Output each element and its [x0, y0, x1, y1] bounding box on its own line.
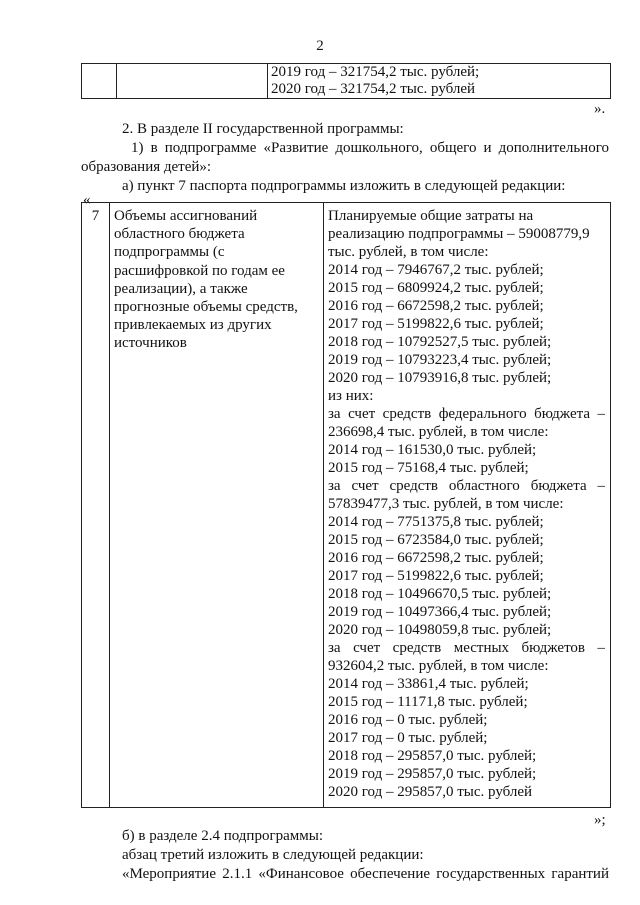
- value-line: 2019 год – 295857,0 тыс. рублей;: [328, 766, 537, 782]
- table-row: [82, 64, 611, 99]
- value-line: 2018 год – 10496670,5 тыс. рублей;: [328, 586, 552, 602]
- description-line: реализации), а также: [114, 280, 248, 297]
- paragraph-line: 1) в подпрограмме «Развитие дошкольного, общего и дополнительного: [131, 140, 609, 156]
- value-line: 2016 год – 0 тыс. рублей;: [328, 712, 488, 728]
- value-line: 2017 год – 0 тыс. рублей;: [328, 730, 488, 746]
- table-cell-description: [117, 64, 268, 99]
- description-line: подпрограммы (с: [114, 244, 225, 261]
- value-line: тыс. рублей, в том числе:: [328, 244, 489, 260]
- value-line: за счет средств местных бюджетов –: [328, 640, 605, 656]
- value-line: 2015 год – 6723584,0 тыс. рублей;: [328, 532, 544, 548]
- paragraph-line: образования детей»:: [81, 159, 212, 175]
- value-line: 2016 год – 6672598,2 тыс. рублей;: [328, 550, 544, 566]
- value-line: 2020 год – 321754,2 тыс. рублей: [271, 81, 476, 97]
- closing-quote: »;: [594, 812, 606, 828]
- value-line: 932604,2 тыс. рублей, в том числе:: [328, 658, 549, 674]
- value-line: за счет средств федерального бюджета –: [328, 406, 605, 422]
- closing-quote: ».: [594, 101, 606, 117]
- value-line: 2014 год – 161530,0 тыс. рублей;: [328, 442, 537, 458]
- description-line: областного бюджета: [114, 226, 245, 243]
- description-line: привлекаемых из других: [114, 317, 272, 334]
- section-heading: 2. В разделе II государственной программы:: [122, 121, 404, 137]
- table-row: [82, 203, 611, 808]
- value-line: за счет средств областного бюджета –: [328, 478, 605, 494]
- value-line: реализацию подпрограммы – 59008779,9: [328, 226, 590, 242]
- value-line: 2020 год – 10793916,8 тыс. рублей;: [328, 370, 552, 386]
- value-line: 2019 год – 10793223,4 тыс. рублей;: [328, 352, 552, 368]
- value-line: 2015 год – 6809924,2 тыс. рублей;: [328, 280, 544, 296]
- value-line: 2020 год – 10498059,8 тыс. рублей;: [328, 622, 552, 638]
- continuation-table: [81, 63, 611, 99]
- description-line: расшифровкой по годам ее: [114, 262, 285, 279]
- value-line: Планируемые общие затраты на: [328, 208, 534, 224]
- value-line: 2019 год – 10497366,4 тыс. рублей;: [328, 604, 552, 620]
- table-cell-number: [82, 64, 117, 99]
- subprogram-passport-table: [81, 202, 611, 808]
- value-line: 2018 год – 295857,0 тыс. рублей;: [328, 748, 537, 764]
- description-line: прогнозные объемы средств,: [114, 299, 298, 316]
- description-line: Объемы ассигнований: [114, 208, 258, 224]
- paragraph-line: абзац третий изложить в следующей редакции:: [122, 847, 424, 863]
- value-line: 2018 год – 10792527,5 тыс. рублей;: [328, 334, 552, 350]
- value-line: 2019 год – 321754,2 тыс. рублей;: [271, 64, 480, 80]
- paragraph-line: «Мероприятие 2.1.1 «Финансовое обеспечение государственных гарантий: [122, 866, 609, 882]
- value-line: 2017 год – 5199822,6 тыс. рублей;: [328, 568, 544, 584]
- row-values: [324, 203, 611, 808]
- opening-quote: «: [83, 192, 91, 208]
- value-line: 2016 год – 6672598,2 тыс. рублей;: [328, 298, 544, 314]
- value-line: 236698,4 тыс. рублей, в том числе:: [328, 424, 549, 440]
- description-line: источников: [114, 335, 187, 352]
- page-number: 2: [316, 38, 324, 54]
- value-line: 2014 год – 7946767,2 тыс. рублей;: [328, 262, 544, 278]
- value-line: 2014 год – 7751375,8 тыс. рублей;: [328, 514, 544, 530]
- value-line: 2015 год – 11171,8 тыс. рублей;: [328, 694, 528, 710]
- value-line: 2014 год – 33861,4 тыс. рублей;: [328, 676, 529, 692]
- value-line: из них:: [328, 388, 374, 404]
- value-line: 2015 год – 75168,4 тыс. рублей;: [328, 460, 529, 476]
- paragraph-line: б) в разделе 2.4 подпрограммы:: [122, 828, 323, 844]
- row-description: [110, 203, 324, 808]
- table-cell-values: [268, 64, 611, 99]
- value-line: 2020 год – 295857,0 тыс. рублей: [328, 784, 533, 800]
- paragraph-line: а) пункт 7 паспорта подпрограммы изложить в следующей редакции:: [122, 178, 566, 194]
- value-line: 2017 год – 5199822,6 тыс. рублей;: [328, 316, 544, 332]
- row-number: 7: [82, 203, 110, 808]
- value-line: 57839477,3 тыс. рублей, в том числе:: [328, 496, 564, 512]
